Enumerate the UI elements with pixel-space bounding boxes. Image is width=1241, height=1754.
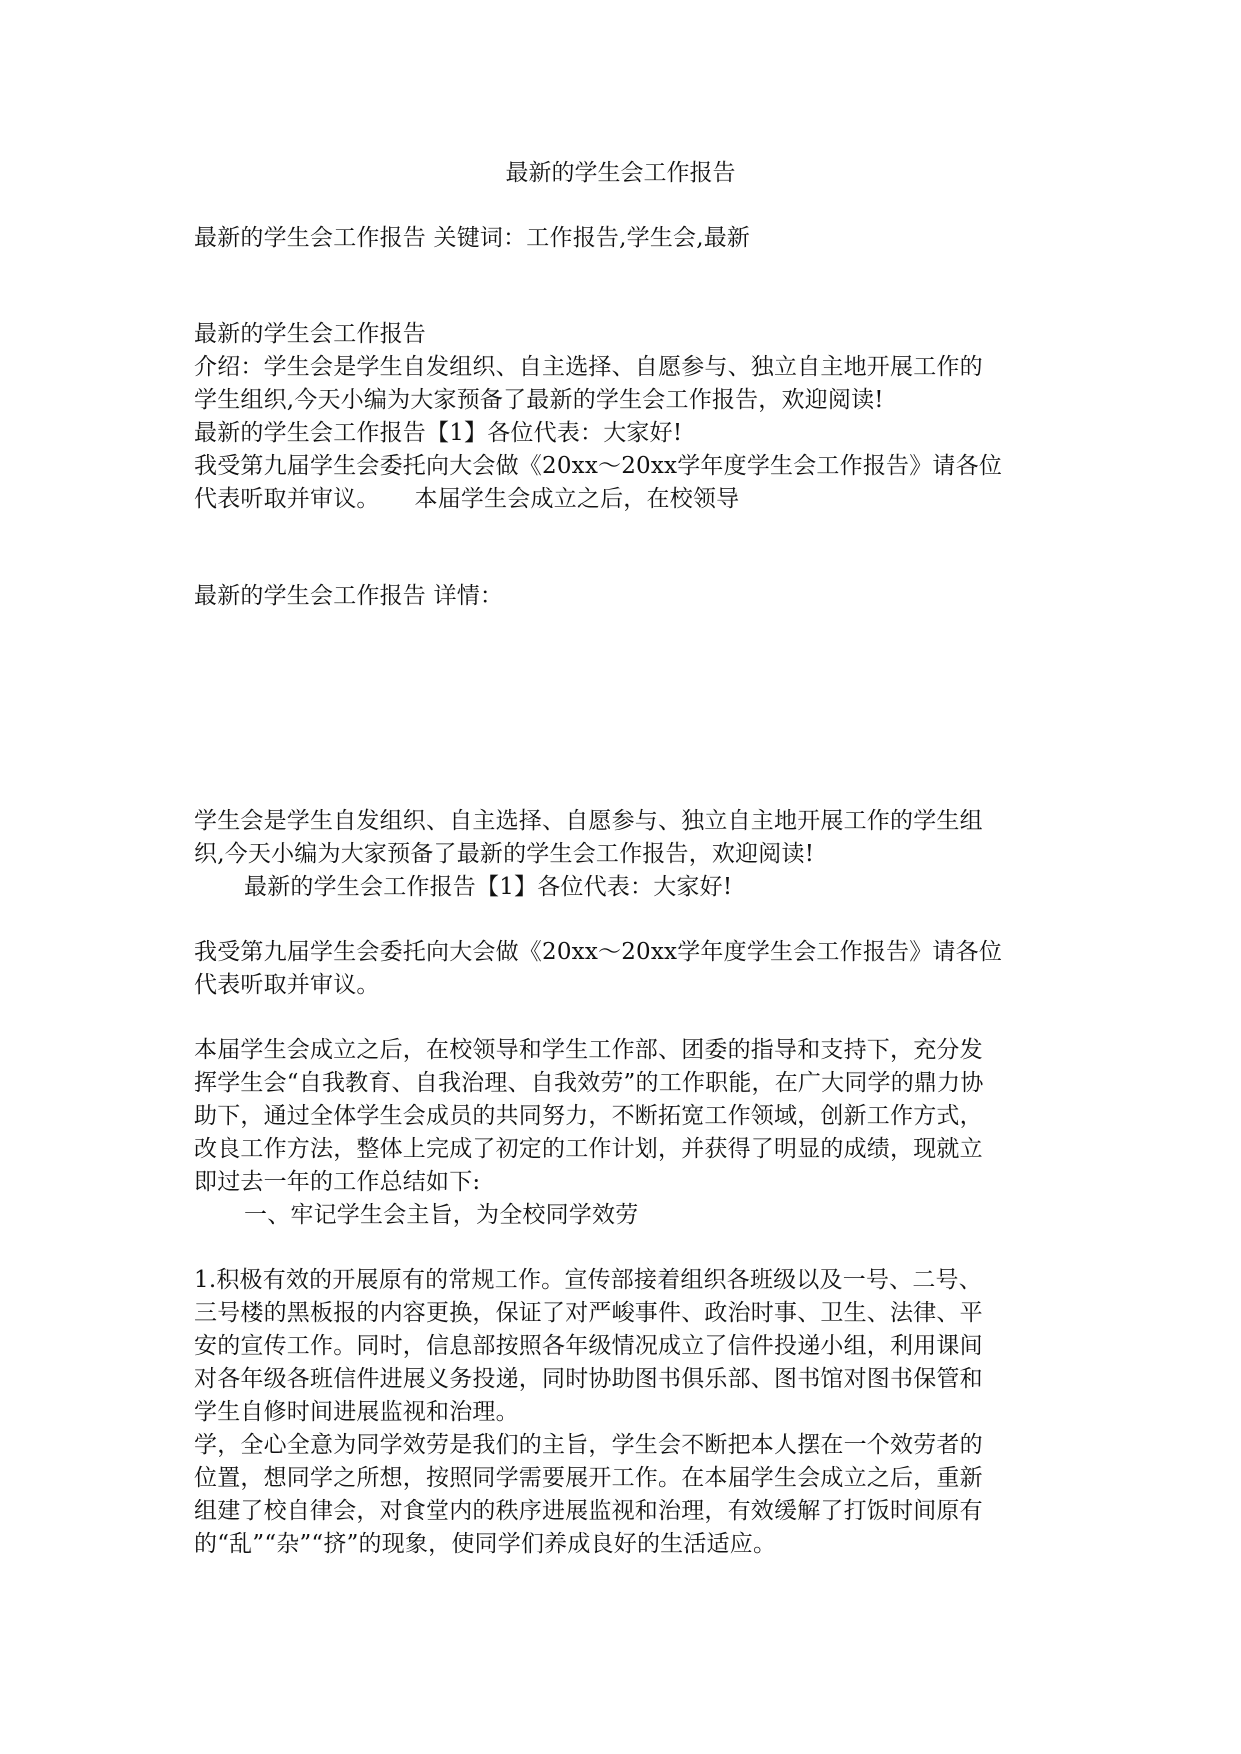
body-line: 织,今天小编为大家预备了最新的学生会工作报告，欢迎阅读! [194,841,815,867]
body-line: 的“乱”“杂”“挤”的现象，使同学们养成良好的生活适应。 [194,1531,777,1557]
details-heading: 最新的学生会工作报告 详情： [194,583,504,609]
body-line: 安的宣传工作。同时，信息部按照各年级情况成立了信件投递小组，利用课间 [194,1333,983,1359]
keywords-line: 最新的学生会工作报告 关键词：工作报告,学生会,最新 [194,225,751,251]
body-line: 代表听取并审议。 [194,972,380,998]
body-line: 学生自修时间进展监视和治理。 [194,1399,519,1425]
intro-line: 介绍：学生会是学生自发组织、自主选择、自愿参与、独立自主地开展工作的 [194,354,983,380]
body-line: 最新的学生会工作报告【1】各位代表：大家好! [244,874,733,900]
body-line: 挥学生会“自我教育、自我治理、自我效劳”的工作职能，在广大同学的鼎力协 [194,1070,984,1096]
body-line: 助下，通过全体学生会成员的共同努力，不断拓宽工作领域，创新工作方式， [194,1103,983,1129]
body-line: 三号楼的黑板报的内容更换，保证了对严峻事件、政治时事、卫生、法律、平 [194,1300,983,1326]
body-line: 学，全心全意为同学效劳是我们的主旨，学生会不断把本人摆在一个效劳者的 [194,1432,983,1458]
body-line: 对各年级各班信件进展义务投递，同时协助图书俱乐部、图书馆对图书保管和 [194,1366,983,1392]
intro-line: 我受第九届学生会委托向大会做《20xx～20xx学年度学生会工作报告》请各位 [194,453,1003,479]
body-line: 改良工作方法，整体上完成了初定的工作计划，并获得了明显的成绩，现就立 [194,1136,983,1162]
body-line: 位置，想同学之所想，按照同学需要展开工作。在本届学生会成立之后，重新 [194,1465,983,1491]
body-line: 本届学生会成立之后，在校领导和学生工作部、团委的指导和支持下，充分发 [194,1037,983,1063]
body-line: 即过去一年的工作总结如下: [194,1169,481,1195]
section-heading: 一、牢记学生会主旨，为全校同学效劳 [244,1202,639,1228]
body-line: 组建了校自律会，对食堂内的秩序进展监视和治理，有效缓解了打饭时间原有 [194,1498,983,1524]
intro-line: 代表听取并审议。 本届学生会成立之后，在校领导 [194,486,740,512]
intro-heading: 最新的学生会工作报告 [194,321,426,347]
document-title: 最新的学生会工作报告 [505,160,736,186]
body-line: 学生会是学生自发组织、自主选择、自愿参与、独立自主地开展工作的学生组 [194,808,983,834]
intro-line: 学生组织,今天小编为大家预备了最新的学生会工作报告，欢迎阅读! [194,387,884,413]
body-line: 我受第九届学生会委托向大会做《20xx～20xx学年度学生会工作报告》请各位 [194,939,1003,965]
intro-line: 最新的学生会工作报告【1】各位代表：大家好! [194,420,683,446]
body-line: 1.积极有效的开展原有的常规工作。宣传部接着组织各班级以及一号、二号、 [194,1267,982,1293]
